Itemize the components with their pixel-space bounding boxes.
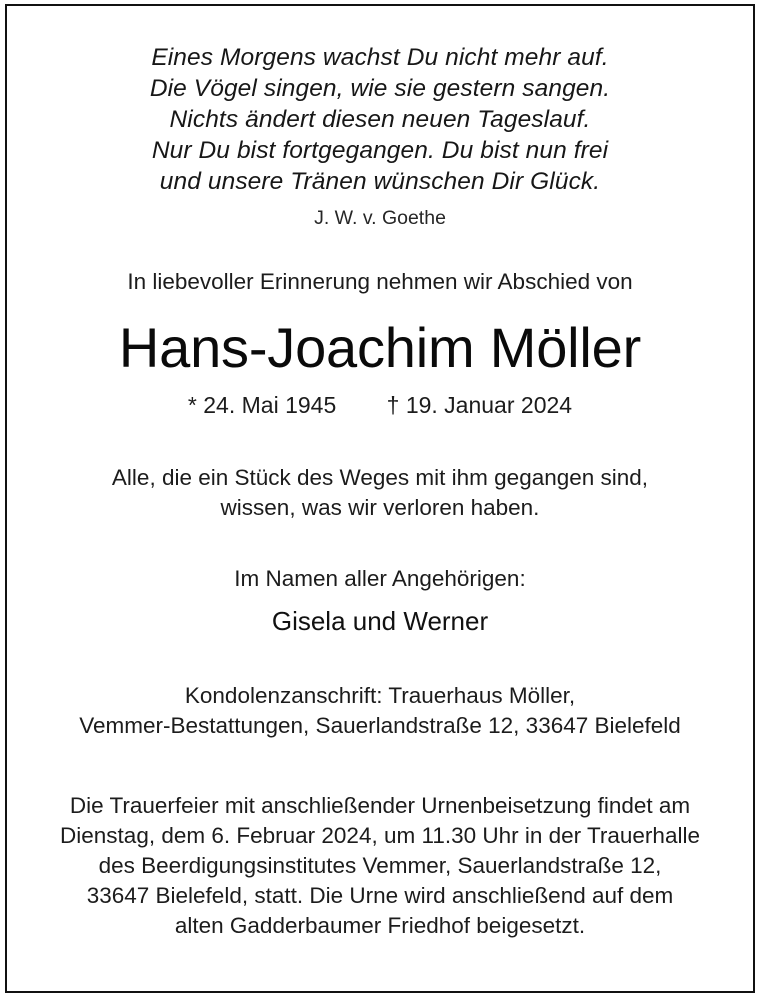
obituary-content <box>7 6 753 991</box>
condolence-address <box>29 681 731 741</box>
death-date: † 19. Januar 2024 <box>386 392 573 418</box>
memorial-poem <box>29 42 731 197</box>
deceased-name: Hans-Joachim Möller <box>118 316 642 379</box>
intro-text: In liebevoller Erinnerung nehmen wir Abschied von <box>127 269 633 294</box>
memorial-line: wissen, was wir verloren haben. <box>220 495 540 520</box>
obituary-notice-frame <box>5 4 755 993</box>
funeral-line: alten Gadderbaumer Friedhof beigesetzt. <box>174 913 586 938</box>
poem-line: Nur Du bist fortgegangen. Du bist nun frei <box>151 137 609 164</box>
memorial-line: Alle, die ein Stück des Weges mit ihm gegangen sind, <box>111 465 649 490</box>
funeral-line: Die Trauerfeier mit anschließender Urnenbeisetzung findet am <box>69 793 691 818</box>
condolence-line: Vemmer-Bestattungen, Sauerlandstraße 12, 33647 Bielefeld <box>79 713 681 738</box>
family-label: Im Namen aller Angehörigen: <box>234 566 526 591</box>
poem-line: Eines Morgens wachst Du nicht mehr auf. <box>151 44 609 71</box>
funeral-line: Dienstag, dem 6. Februar 2024, um 11.30 Uhr in der Trauerhalle <box>60 823 700 848</box>
funeral-line: 33647 Bielefeld, statt. Die Urne wird anschließend auf dem <box>86 883 674 908</box>
poem-line: Die Vögel singen, wie sie gestern sangen. <box>149 75 611 102</box>
funeral-details <box>29 791 731 941</box>
life-dates <box>29 391 731 419</box>
funeral-line: des Beerdigungsinstitutes Vemmer, Sauerlandstraße 12, <box>98 853 662 878</box>
poem-line: Nichts ändert diesen neuen Tageslauf. <box>169 106 591 133</box>
birth-date: * 24. Mai 1945 <box>187 392 337 418</box>
memorial-message <box>29 463 731 523</box>
family-names: Gisela und Werner <box>271 606 489 636</box>
poem-line: und unsere Tränen wünschen Dir Glück. <box>159 168 601 195</box>
condolence-line: Kondolenzanschrift: Trauerhaus Möller, <box>184 683 576 708</box>
poem-attribution: J. W. v. Goethe <box>314 207 446 229</box>
